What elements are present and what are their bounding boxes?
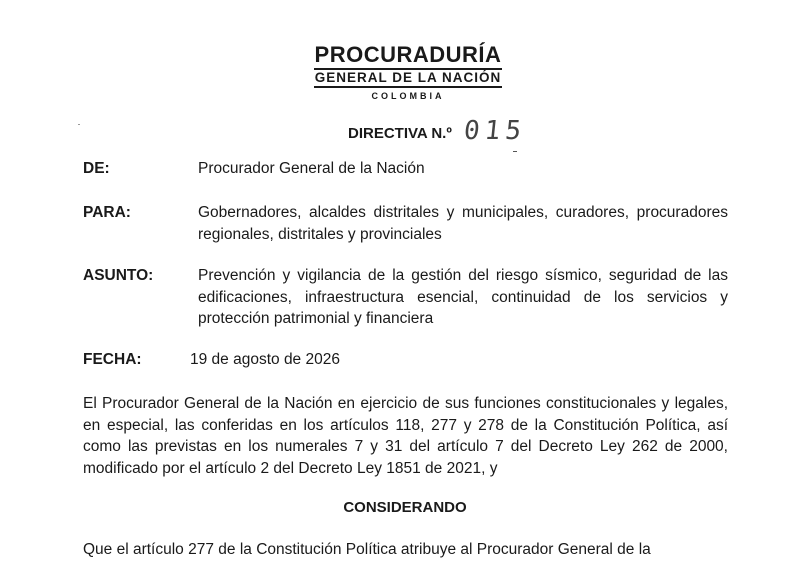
field-para [83, 202, 728, 245]
field-asunto [83, 265, 728, 330]
directive-number: 015 [462, 116, 528, 146]
directive-heading [348, 112, 528, 146]
field-de-value: Procurador General de la Nación [198, 160, 425, 177]
pen-mark [513, 151, 517, 152]
logo-subtitle: GENERAL DE LA NACIÓN [314, 68, 503, 88]
scan-speck [78, 124, 80, 125]
field-fecha-label: FECHA: [83, 351, 142, 368]
field-fecha [83, 349, 728, 371]
considerando-first-line: Que el artículo 277 de la Constitución Política atribuye al Procurador General de la [83, 541, 651, 558]
field-de [83, 158, 728, 180]
considerando-heading: CONSIDERANDO [343, 499, 467, 516]
field-fecha-value: 19 de agosto de 2026 [190, 351, 340, 368]
field-para-label: PARA: [83, 204, 131, 221]
field-asunto-label: ASUNTO: [83, 267, 154, 284]
field-para-value: Gobernadores, alcaldes distritales y municipales, curadores, procuradores regionales, distritales y provinciales [198, 204, 728, 243]
intro-paragraph: El Procurador General de la Nación en ejercicio de sus funciones constitucionales y legales, en especial, las conferidas en los artículos 118, 277 y 278 de la Constitución Política, así como las previstas en los numerales 7 y 31 del artículo 7 del Decreto Ley 262 de 2000, modificado por el artículo 2 del Decreto Ley 1851 de 2021, y [83, 395, 728, 477]
logo-country: COLOMBIA [371, 91, 445, 101]
directive-label: DIRECTIVA N.º [348, 125, 452, 142]
field-de-label: DE: [83, 160, 110, 177]
field-asunto-value: Prevención y vigilancia de la gestión del riesgo sísmico, seguridad de las edificaciones, infraestructura esencial, continuidad de los servicios y protección patrimonial y financiera [198, 267, 728, 327]
logo-title: PROCURADURÍA [314, 42, 502, 67]
procuraduria-logo [0, 42, 800, 101]
